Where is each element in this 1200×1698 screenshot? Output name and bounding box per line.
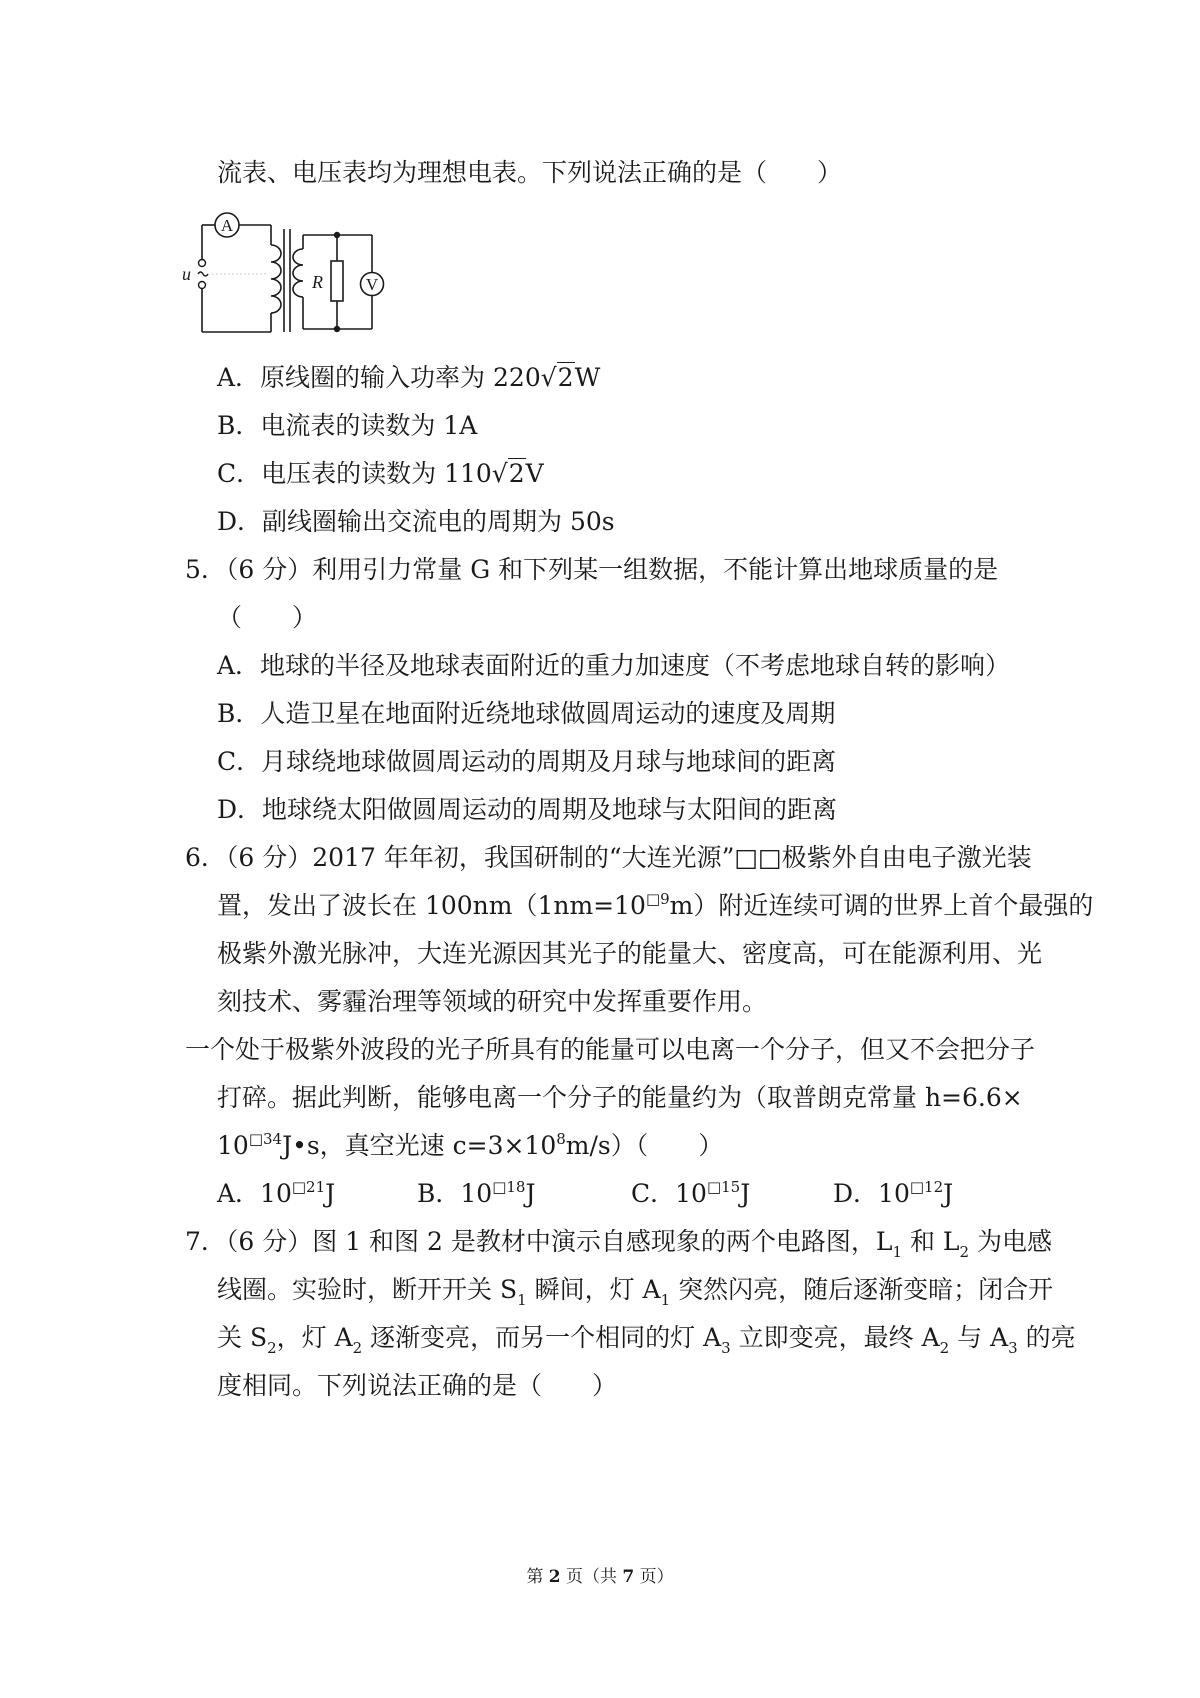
- q4-stem-tail: 流表、电压表均为理想电表。下列说法正确的是（ ）: [217, 158, 843, 187]
- q6-stem-line2: 置，发出了波长在 $100nm(1nm=10^{□9}m)$附近连续可调的世界上首个最强的: [217, 890, 1094, 920]
- q4-option-a: A．原线圈的输入功率为 220√2W: [217, 363, 601, 392]
- page-footer: 第 2 页（共 7 页）: [526, 1567, 674, 1587]
- q5-stem-line1: 5．（6 分）利用引力常量 G 和下列某一组数据，不能计算出地球质量的是: [185, 555, 999, 584]
- q6-stem-line4: 刻技术、雾霾治理等领域的研究中发挥重要作用。: [217, 987, 768, 1016]
- source-label: u: [182, 264, 191, 284]
- q6-stem-line3: 极紫外激光脉冲，大连光源因其光子的能量大、密度高，可在能源利用、光: [217, 939, 1043, 968]
- page-number: 2: [548, 1567, 561, 1587]
- q6-stem-line7: $10^{□34}J•s$，真空光速 $c=3\times 10^8m/s$）（ ）: [217, 1130, 724, 1160]
- q6-option-d: D．$10^{□12}J$: [833, 1178, 954, 1208]
- q4-option-d: D．副线圈输出交流电的周期为 50s: [217, 507, 615, 536]
- q6-stem-line6: 打碎。据此判断，能够电离一个分子的能量约为（取普朗克常量 h=6.6×: [217, 1083, 1023, 1112]
- transformer-circuit-diagram: [176, 205, 416, 340]
- q6-option-b: B．$10^{□18}J$: [417, 1178, 536, 1208]
- q6-stem-line1: 6．（6 分）2017 年年初，我国研制的“大连光源”□□极紫外自由电子激光装: [185, 843, 1032, 872]
- q7-stem-line2: 线圈。实验时，断开开关 $S_1$ 瞬间，灯 $A_1$ 突然闪亮，随后逐渐变暗；闭合开: [217, 1275, 1054, 1309]
- q7-stem-line1: 7．（6 分）图 1 和图 2 是教材中演示自感现象的两个电路图，$L_1$ 和 $L_2$ 为电感: [185, 1227, 1053, 1261]
- q5-option-b: B．人造卫星在地面附近绕地球做圆周运动的速度及周期: [217, 699, 836, 728]
- q5-stem-line2: （ ）: [217, 603, 318, 632]
- q6-option-a: A．$10^{□21}J$: [217, 1178, 336, 1208]
- page-total: 7: [622, 1567, 635, 1587]
- q7-stem-line3: 关 $S_2$，灯 $A_2$ 逐渐变亮，而另一个相同的灯 $A_3$ 立即变亮，最终 $A_2$ 与 $A_3$ 的亮: [217, 1323, 1076, 1357]
- resistor-label: R: [312, 272, 323, 292]
- q5-option-c: C．月球绕地球做圆周运动的周期及月球与地球间的距离: [217, 747, 837, 776]
- q4-option-b: B．电流表的读数为 1A: [217, 411, 478, 440]
- q6-option-c: C．$10^{□15}J$: [631, 1178, 751, 1208]
- q5-option-d: D．地球绕太阳做圆周运动的周期及地球与太阳间的距离: [217, 795, 838, 824]
- q5-option-a: A．地球的半径及地球表面附近的重力加速度（不考虑地球自转的影响）: [217, 651, 1011, 680]
- voltmeter-label: V: [365, 275, 379, 294]
- q7-stem-line4: 度相同。下列说法正确的是（ ）: [217, 1371, 618, 1400]
- q6-stem-line5: 一个处于极紫外波段的光子所具有的能量可以电离一个分子，但又不会把分子: [185, 1035, 1036, 1064]
- ammeter-label: A: [220, 216, 234, 235]
- q4-option-c: C．电压表的读数为 110√2V: [217, 459, 544, 488]
